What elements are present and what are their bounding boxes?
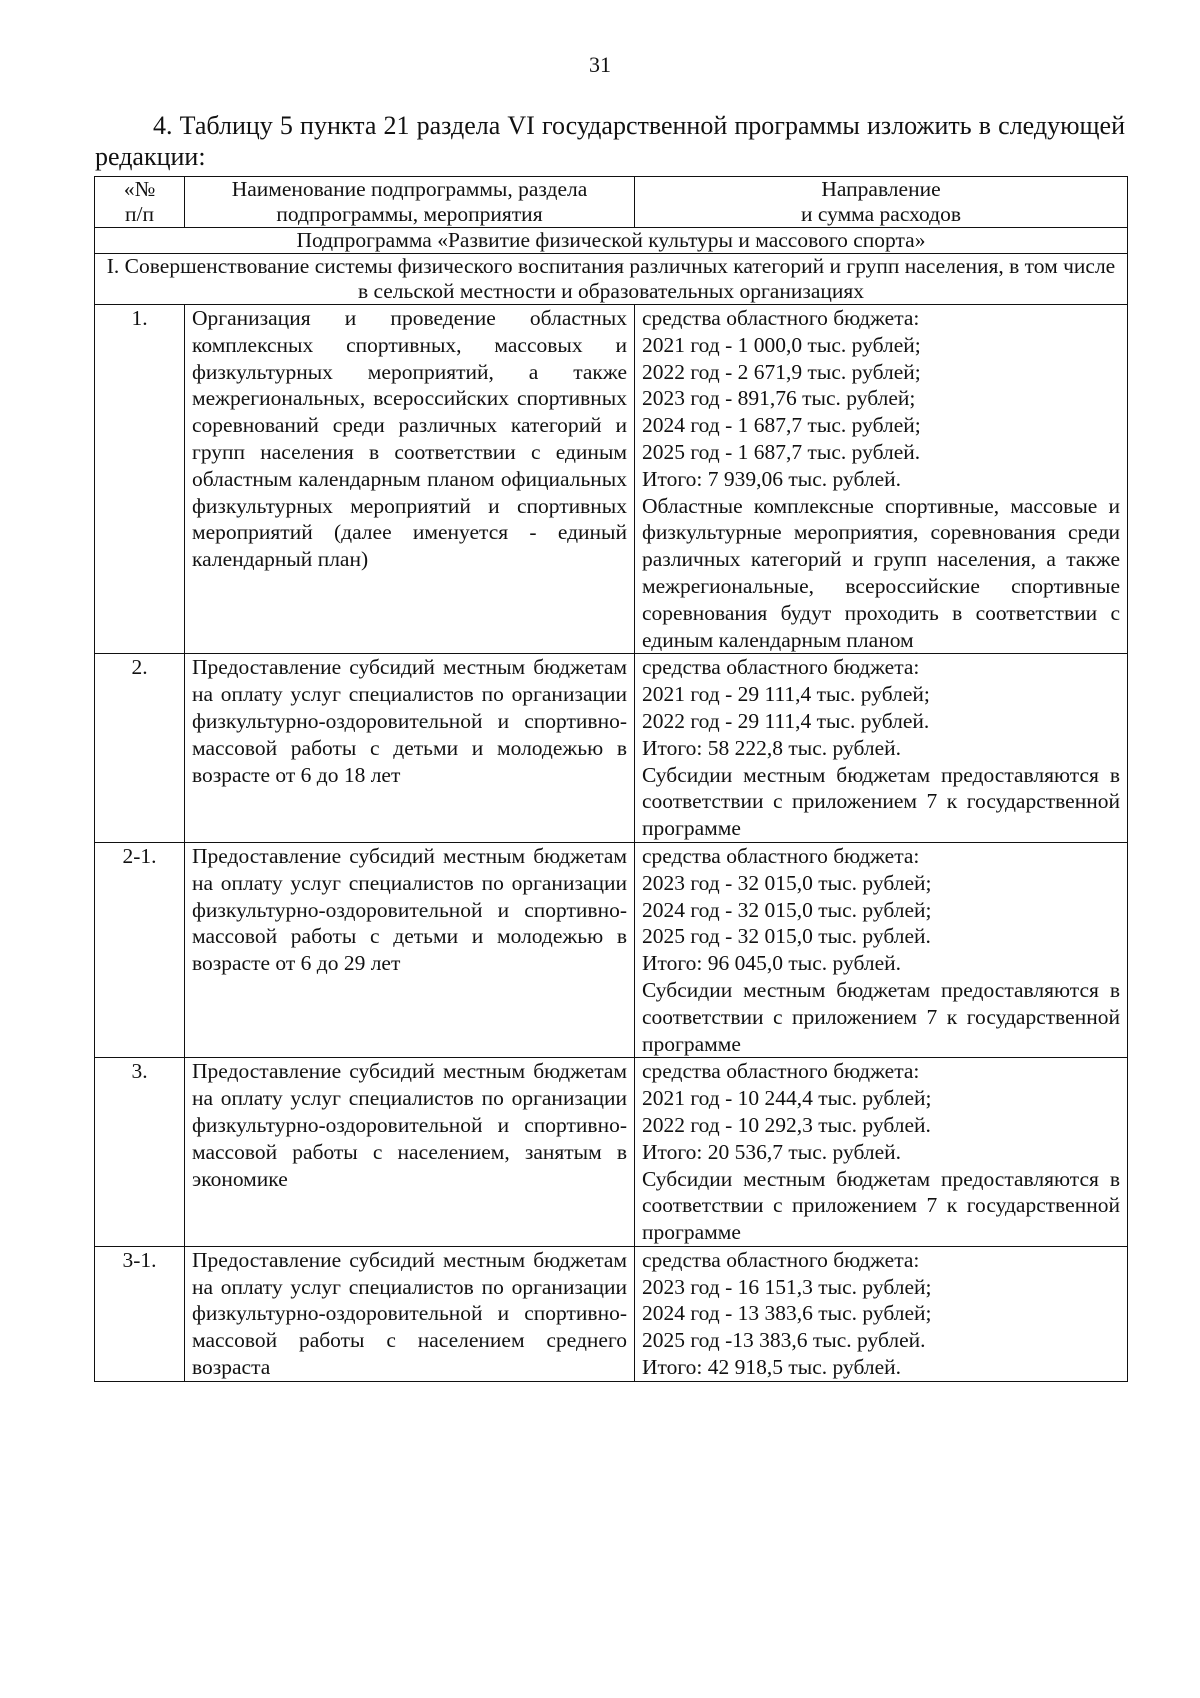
funding-note: Субсидии местным бюджетам предоставляются в соответствии с приложением 7 к государственной программе	[642, 1166, 1120, 1245]
funding-total: Итого: 58 222,8 тыс. рублей.	[642, 735, 902, 760]
row-number: 3-1.	[95, 1246, 185, 1381]
expenditure-table	[94, 176, 1128, 1382]
header-name: Наименование подпрограммы, раздела подпрограммы, мероприятия	[185, 177, 635, 228]
funding-year: 2022 год - 2 671,9 тыс. рублей;	[642, 359, 921, 384]
funding-year: 2025 год - 1 687,7 тыс. рублей.	[642, 439, 921, 464]
funding-year: 2025 год -13 383,6 тыс. рублей.	[642, 1328, 926, 1353]
funding-year: 2025 год - 32 015,0 тыс. рублей.	[642, 924, 931, 949]
row-number: 2-1.	[95, 842, 185, 1057]
header-direction: Направление и сумма расходов	[635, 177, 1128, 228]
funding-total: Итого: 20 536,7 тыс. рублей.	[642, 1139, 902, 1164]
page-number: 31	[589, 52, 611, 77]
section-row	[95, 254, 1128, 305]
row-funding	[635, 654, 1128, 843]
row-event-name: Предоставление субсидий местным бюджетам на оплату услуг специалистов по организации физкультурно-оздоровительной и спортивно-массовой работы с детьми и молодежью в возрасте от 6 до 18 лет	[185, 654, 635, 843]
funding-year: 2024 год - 1 687,7 тыс. рублей;	[642, 413, 921, 438]
funding-year: 2022 год - 29 111,4 тыс. рублей.	[642, 708, 930, 733]
funding-year: 2023 год - 32 015,0 тыс. рублей;	[642, 870, 932, 895]
row-funding	[635, 1246, 1128, 1381]
funding-title: средства областного бюджета:	[642, 306, 920, 330]
row-number: 1.	[95, 305, 185, 654]
funding-year: 2022 год - 10 292,3 тыс. рублей.	[642, 1112, 931, 1137]
table-row	[95, 305, 1128, 654]
row-number: 3.	[95, 1058, 185, 1247]
row-event-name: Организация и проведение областных комплексных спортивных, массовых и физкультурных мероприятий, а также межрегиональных, всероссийских спортивных соревнований среди различных категорий и групп населения в соответствии с единым областным календарным планом официальных физкультурных мероприятий и спортивных мероприятий (далее именуется - единый календарный план)	[185, 305, 635, 654]
funding-year: 2021 год - 10 244,4 тыс. рублей;	[642, 1086, 932, 1111]
table-row	[95, 842, 1128, 1057]
funding-note: Областные комплексные спортивные, массовые и физкультурные мероприятия, соревнования среди различных категорий и групп населения, а также межрегиональные, всероссийские спортивные соревнования будут проходить в соответствии с единым календарным планом	[642, 493, 1120, 652]
funding-year: 2023 год - 891,76 тыс. рублей;	[642, 386, 916, 411]
subprogram-title: Подпрограмма «Развитие физической культуры и массового спорта»	[95, 228, 1128, 254]
row-event-name: Предоставление субсидий местным бюджетам на оплату услуг специалистов по организации физкультурно-оздоровительной и спортивно-массовой работы с детьми и молодежью в возрасте от 6 до 29 лет	[185, 842, 635, 1057]
table-header-row	[95, 177, 1128, 228]
funding-year: 2024 год - 32 015,0 тыс. рублей;	[642, 897, 932, 922]
row-funding	[635, 305, 1128, 654]
table-row	[95, 1058, 1128, 1247]
table-body	[95, 305, 1128, 1382]
funding-total: Итого: 42 918,5 тыс. рублей.	[642, 1355, 902, 1380]
funding-title: средства областного бюджета:	[642, 843, 920, 868]
funding-year: 2023 год - 16 151,3 тыс. рублей;	[642, 1274, 932, 1299]
header-num: «№ п/п	[95, 177, 185, 228]
funding-year: 2021 год - 29 111,4 тыс. рублей;	[642, 682, 930, 707]
table-row	[95, 654, 1128, 843]
funding-title: средства областного бюджета:	[642, 655, 920, 680]
row-event-name: Предоставление субсидий местным бюджетам на оплату услуг специалистов по организации физкультурно-оздоровительной и спортивно-массовой работы с населением среднего возраста	[185, 1246, 635, 1381]
funding-year: 2021 год - 1 000,0 тыс. рублей;	[642, 332, 921, 357]
row-number: 2.	[95, 654, 185, 843]
table-row	[95, 1246, 1128, 1381]
funding-title: средства областного бюджета:	[642, 1059, 920, 1084]
row-funding	[635, 842, 1128, 1057]
row-funding	[635, 1058, 1128, 1247]
section-title: I. Совершенствование системы физического воспитания различных категорий и групп населения, в том числе в сельской местности и образовательных организациях	[95, 254, 1128, 305]
intro-paragraph: 4. Таблицу 5 пункта 21 раздела VI государственной программы изложить в следующей редакции:	[95, 111, 1125, 171]
funding-note: Субсидии местным бюджетам предоставляются в соответствии с приложением 7 к государственной программе	[642, 977, 1120, 1056]
funding-year: 2024 год - 13 383,6 тыс. рублей;	[642, 1301, 932, 1326]
funding-total: Итого: 7 939,06 тыс. рублей.	[642, 466, 902, 491]
subprogram-row	[95, 228, 1128, 254]
funding-title: средства областного бюджета:	[642, 1247, 920, 1272]
funding-note: Субсидии местным бюджетам предоставляются в соответствии с приложением 7 к государственной программе	[642, 762, 1120, 841]
funding-total: Итого: 96 045,0 тыс. рублей.	[642, 951, 902, 976]
row-event-name: Предоставление субсидий местным бюджетам на оплату услуг специалистов по организации физкультурно-оздоровительной и спортивно-массовой работы с населением, занятым в экономике	[185, 1058, 635, 1247]
